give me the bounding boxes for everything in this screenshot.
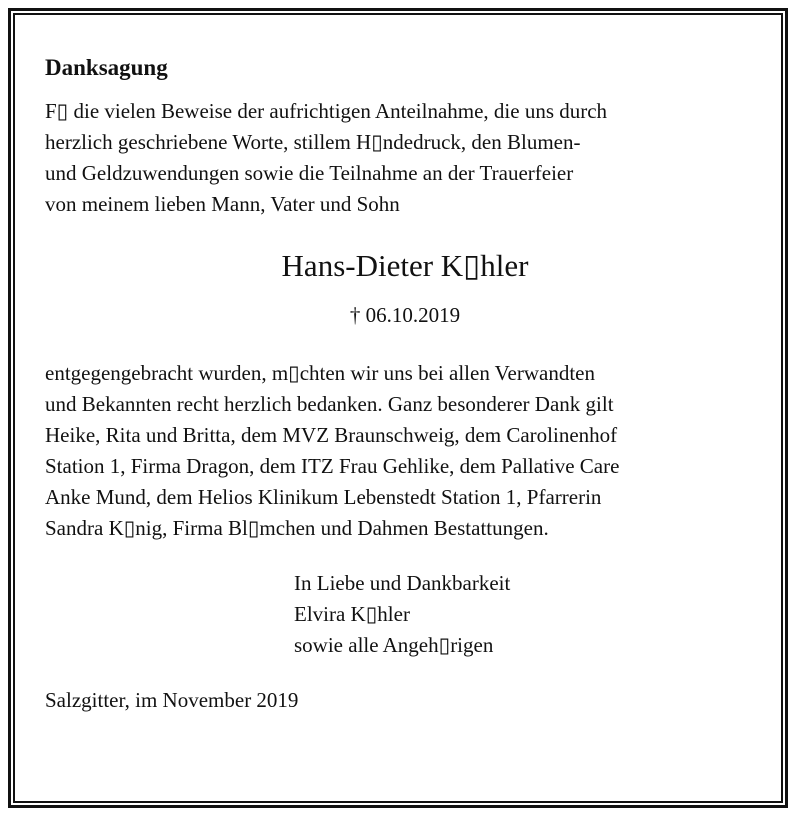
- intro-paragraph: F▯ die vielen Beweise der aufrichtigen Anteilnahme, die uns durch herzlich geschriebene Worte, stillem H▯ndedruck, den Blumen- und Geldzuwendungen sowie die Teilnahme an der Trauerfeier von meinem lieben Mann, Vater und Sohn: [45, 99, 608, 216]
- notice-heading: Danksagung: [45, 55, 168, 80]
- obituary-notice: [45, 48, 765, 716]
- death-date: † 06.10.2019: [349, 303, 461, 327]
- closing-signature: In Liebe und Dankbarkeit Elvira K▯hler sowie alle Angeh▯rigen: [294, 571, 511, 657]
- body-paragraph: entgegengebracht wurden, m▯chten wir uns bei allen Verwandten und Bekannten recht herzlich bedanken. Ganz besonderer Dank gilt Heike, Rita und Britta, dem MVZ Braunschweig, dem Carolinenhof Station 1, Firma Dragon, dem ITZ Frau Gehlike, dem Pallative Care Anke Mund, dem Helios Klinikum Lebenstedt Station 1, Pfarrerin Sandra K▯nig, Firma Bl▯mchen und Dahmen Bestattungen.: [45, 361, 620, 540]
- place-date: Salzgitter, im November 2019: [45, 688, 299, 712]
- deceased-name: Hans-Dieter K▯hler: [281, 248, 529, 283]
